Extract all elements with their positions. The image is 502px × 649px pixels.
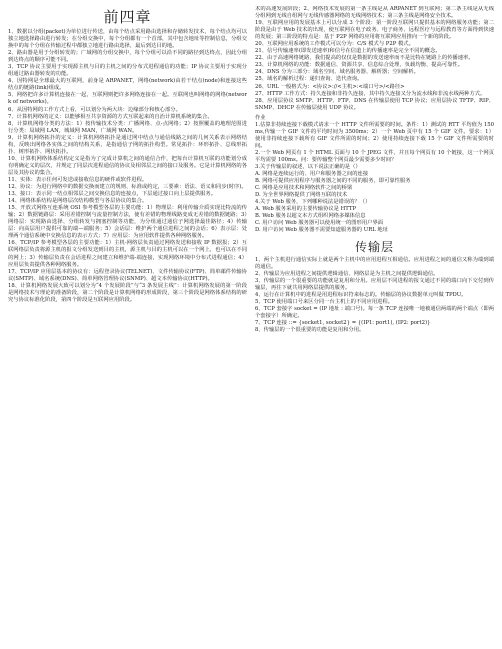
paragraph: 19、互联网应用的发展基本上可以分成 3 个阶段：第一阶段互联网只提供基本的网络服务功能；第二阶段是由于 Web 技术的出现，使互联网在电子政务、电子商务、远程医疗与远程教育等方面得到快速的发展；第三阶段的特点是：基于 P2P 网络的应用将互联网应用推向一个新的阶段。	[255, 20, 494, 41]
paragraph: 20、互联网应用系统的工作模式可以分为：C/S 模式与 P2P 模式。	[255, 41, 414, 48]
paragraph: 23、计算机网络的功能：数据通信、资源共享、信息综合处理、负载均衡、提高可靠性。	[255, 62, 464, 69]
left-paragraphs	[8, 29, 247, 304]
paragraph: 8、传输层的一个很重要的功能是复用和分用。	[255, 326, 365, 333]
paragraph: 13、接口：表示同一结点相邻层之间交换信息的连接点，下层通过接口向上层提供服务。	[8, 191, 217, 198]
paragraph: 7、计算机网络的定义：以能够相互共享资源的方式互联起来的自治计算机系统的集合。	[8, 113, 213, 120]
right-column	[255, 6, 494, 646]
paragraph: 4、因特网是全球最大的互联网，前身是 ARPANET，网络(network)由若干结点(node)和连接这些结点的链路(link)组成。	[8, 78, 247, 92]
paragraph: A. 网络是连续运行的、用户和服务器之间的连接	[255, 171, 369, 178]
paragraph: 4、运行在计算机中的进程是用进程标识符来标志的。传输层的协议数据单元叫做 TPDU。	[255, 291, 467, 298]
paragraph: B. Web 服务以超文本方式组织网络多媒体信息	[255, 213, 366, 220]
paragraph: 11、实体：表示任何可发送或接收信息的硬件或软件进程。	[8, 176, 148, 183]
paragraph: 1、两个主机进行通信实际上就是两个主机中的应用进程互相通信。应用进程之间的通信又称为端到端的通信。	[255, 256, 494, 270]
paragraph: 25、域名的解析过程：递归查询、迭代查询。	[255, 76, 363, 83]
paragraph: 6、TCP 套接字 socket = (IP 地址 : 端口号)。每一条 TCP 连接唯一地被通信两端的两个端点（即两个套接字）所确定。	[255, 305, 494, 319]
paragraph: 2.一个 Web 网页有 1 个 HTML 页面与 10 个 JPEG 文件，并且每个网页有 10 个链接，这一个网页平均需要 100ms。问：要传输整个网页最少需要多少时间？	[255, 149, 494, 163]
paragraph: 1、数据以分组(packet)为单位进行传送，由每个结点采用路由选择和存储转发技术，每个结点均可以独立地选择路由进行转发；在分组交换中，每个分组都有一个首部，其中包含地址等控制信息，分组交换中的每个分组在传输过程中都独立地进行路由选择，最后到达目的地。	[8, 29, 247, 50]
paragraph: 1.估算非持续连接下载模式请求一个 HTTP 文件所需要的时间。条件：1）测试的 RTT 平均值为 150ms,传输一个 GIF 文件的平均时间为 3500ms；2）一个 Web 页中有 15 个 GIF 文件。要求：1）使用非持续连接下载所有 GIF 文件所需的时间；2）使用持续连接下载 15 个 GIF 文件所需要的时间。	[255, 121, 494, 149]
paragraph: 24、DNS 分为三部分：域名空间、域名服务器、解析器；空间解析。	[255, 69, 419, 76]
paragraph: 6、从因特网的工作方式上看，可以划分为两大块：边缘部分和核心部分。	[8, 106, 181, 113]
paragraph: 16、TCP/IP 参考模型各层的主要功能：1）主机-网络层负责通过网络发送和接收 IP 数据报；2）互联网络层负责将源主机的报文分组发送到目的主机，源主机与目的主机可以在一个网上，也可以在不同的网上；3）传输层负责在会话进程之间建立和维护端-端连接，实现网络环境中分布式进程通信；4）应用层负责提供各种网络服务。	[8, 240, 247, 268]
paragraph: 2、传输层为应用进程之间提供逻辑通信，网络层是为主机之间提供逻辑通信。	[255, 270, 439, 277]
section-title-transport-layer: 传输层	[354, 239, 394, 254]
paragraph: B. 网络可提供应用程序与服务器之间的不同的服务，即可靠性服务	[255, 178, 411, 185]
paragraph: 3、传输层的一个很重要的功能就是复用和分用。应用层不同进程的报文通过不同的端口向下交付到传输层，再往下就共用网络层提供的服务。	[255, 277, 494, 291]
paragraph: 26、URL 一般格式为：<协议>://<主机>:<端口号>/<路径>	[255, 83, 405, 90]
paragraph: 12、协议：为进行网络中的数据交换而建立的规则、标准或约定，三要素：语法、语义和同步(时序)。	[8, 184, 247, 191]
paragraph: 18、计算机网络发展大致可以划分为“4 个发展阶段”与“3 条发展主线”：计算机网络发展的第一阶段是网络技术与理论的准备阶段，第二个阶段是计算机网络的形成阶段，第三个阶段是网络体系结构的研究与协议标准化阶段，第四个阶段是互联网应用阶段。	[8, 282, 247, 303]
left-column	[8, 6, 247, 646]
paragraph: 14、网络体系结构是网络层次结构模型与各层协议的集合。	[8, 198, 148, 205]
paragraph: 10、计算机网络体系结构定义是指为了完成计算机之间的通信合作，把每台计算机互联的功能划分成有明确定义的层次，并规定了同层次进程通信的协议及相邻层之间的接口及服务。它是计算机网络的各层及其协议的集合。	[8, 155, 247, 176]
paragraph: 27、HTTP 工作方式：持久连接和非持久连接，其中持久连接又分为流水线和非流水线两种方式。	[255, 90, 486, 97]
paragraph: 17、TCP/IP 应用层基本的协议有：远程登录协议(TELNET)、文件传输协议(FTP)、简单邮件传输协议(SMTP)、域名系统(DNS)、简单网络管理协议(SNMP)、超文本传输协议(HTTP)。	[8, 268, 247, 282]
paragraph: 15、开放式网络互连系统 OSI 参考模型各层的主要功能：1）物理层：利用传输介质实现比特流的传输；2）数据链路层：采用差错控制与流量控制方法，使有差错的物理线路变成无差错的数据链路；3）网络层：实现路由选择、分组转发与拥塞控制等功能，为分组通过通信子网选择最佳路径；4）传输层：向高层用户提供可靠的端—端服务；5）会话层：维护两个通信进程之间的会话；6）表示层：处理两个通信系统中交换信息的表示方式；7）应用层：为应用软件提供各种网络服务。	[8, 205, 247, 240]
two-column-layout	[8, 6, 494, 646]
paragraph: C. 用户访问 Web 服务器可以使用统一的图形用户界面	[255, 220, 384, 227]
paragraph: 2、路由器是用于分组转发的；广域网的分组交换中，每个分组可以沿不同的路径到达终点，因此分组到达终点的顺序可能不同。	[8, 50, 247, 64]
right-paragraphs-bottom	[255, 257, 494, 335]
paragraph: 术的高速发展阶段；2、网络技术发展的第一条主线是从 ARPANET 到互联网；第二条主线是从无线分组网到无线自组网与无线传感器网络的无线网络技术；第三条主线是网络安全技术。	[255, 6, 494, 20]
paragraph: 9、计算机网络拓扑的定义：计算机网络拓扑是通过网中结点与通信线路之间的几何关系表示网络结构，反映出网络各实体之间的结构关系，是指通信子网的拓扑构型。常见拓扑：环形拓扑、总线形拓扑、树形拓扑、网状拓扑。	[8, 134, 247, 155]
homework-label: 作业	[255, 114, 266, 121]
paragraph: 21、信号传输速率(即发送速率)和信号在信道上的传播速率是完全不同的概念。	[255, 48, 441, 55]
section-title-chapters-1-4: 前四章	[103, 8, 152, 26]
paragraph: 3、TCP 协议主要用于实现源主机与目的主机之间的分布式进程通信的功能；IP 协议主要用于实现分组通过路由器转发的功能。	[8, 64, 247, 78]
paragraph: 4.关于 Web 服务，下列哪种说法是错误的？（）	[255, 199, 371, 206]
right-paragraphs-top	[255, 6, 494, 112]
paragraph: D. 为全世界网络提供了网络互联的技术	[255, 192, 348, 199]
paragraph: 22、由于高速网络链路，我们提高的仅仅是数据的发送速率而不是比特在链路上的传播速率。	[255, 55, 474, 62]
homework-paragraphs	[255, 122, 494, 235]
paragraph: 3.关于传输层的叙述，以下说法正确的是（）	[255, 164, 361, 171]
paragraph: D. 用户访问 Web 服务器不需要知道服务器的 URL 地址	[255, 227, 389, 234]
paragraph: 8、计算机网络分类的方法：1）按传输技术分类：广播网络、点-点网络；2）按照覆盖的地理范围进行分类：局域网 LAN，城域网 MAN，广域网 WAN。	[8, 120, 247, 134]
paragraph: 7、TCP 连接 ::= {socket1, socket2} = {(IP1: port1), (IP2: port2)}	[255, 319, 431, 326]
paragraph: 5、网络把许多计算机连接在一起，互联网则把许多网络连接在一起。互联网也叫网络的网络(network of networks)。	[8, 92, 247, 106]
paragraph: 28、应用层协议 SMTP、HTTP、FTP、DNS 在传输层使用 TCP 协议；应用层协议 TFTP、RIP、SNMP、DHCP 在传输层使用 UDP 协议。	[255, 97, 494, 111]
paragraph: 5、TCP 使用端口号来区分同一台主机上的不同应用进程。	[255, 298, 394, 305]
paragraph: A. Web 服务采用的主要传输协议是 HTTP	[255, 206, 357, 213]
paragraph: C. 网络是应用技术和网络软件之间的桥梁	[255, 185, 353, 192]
